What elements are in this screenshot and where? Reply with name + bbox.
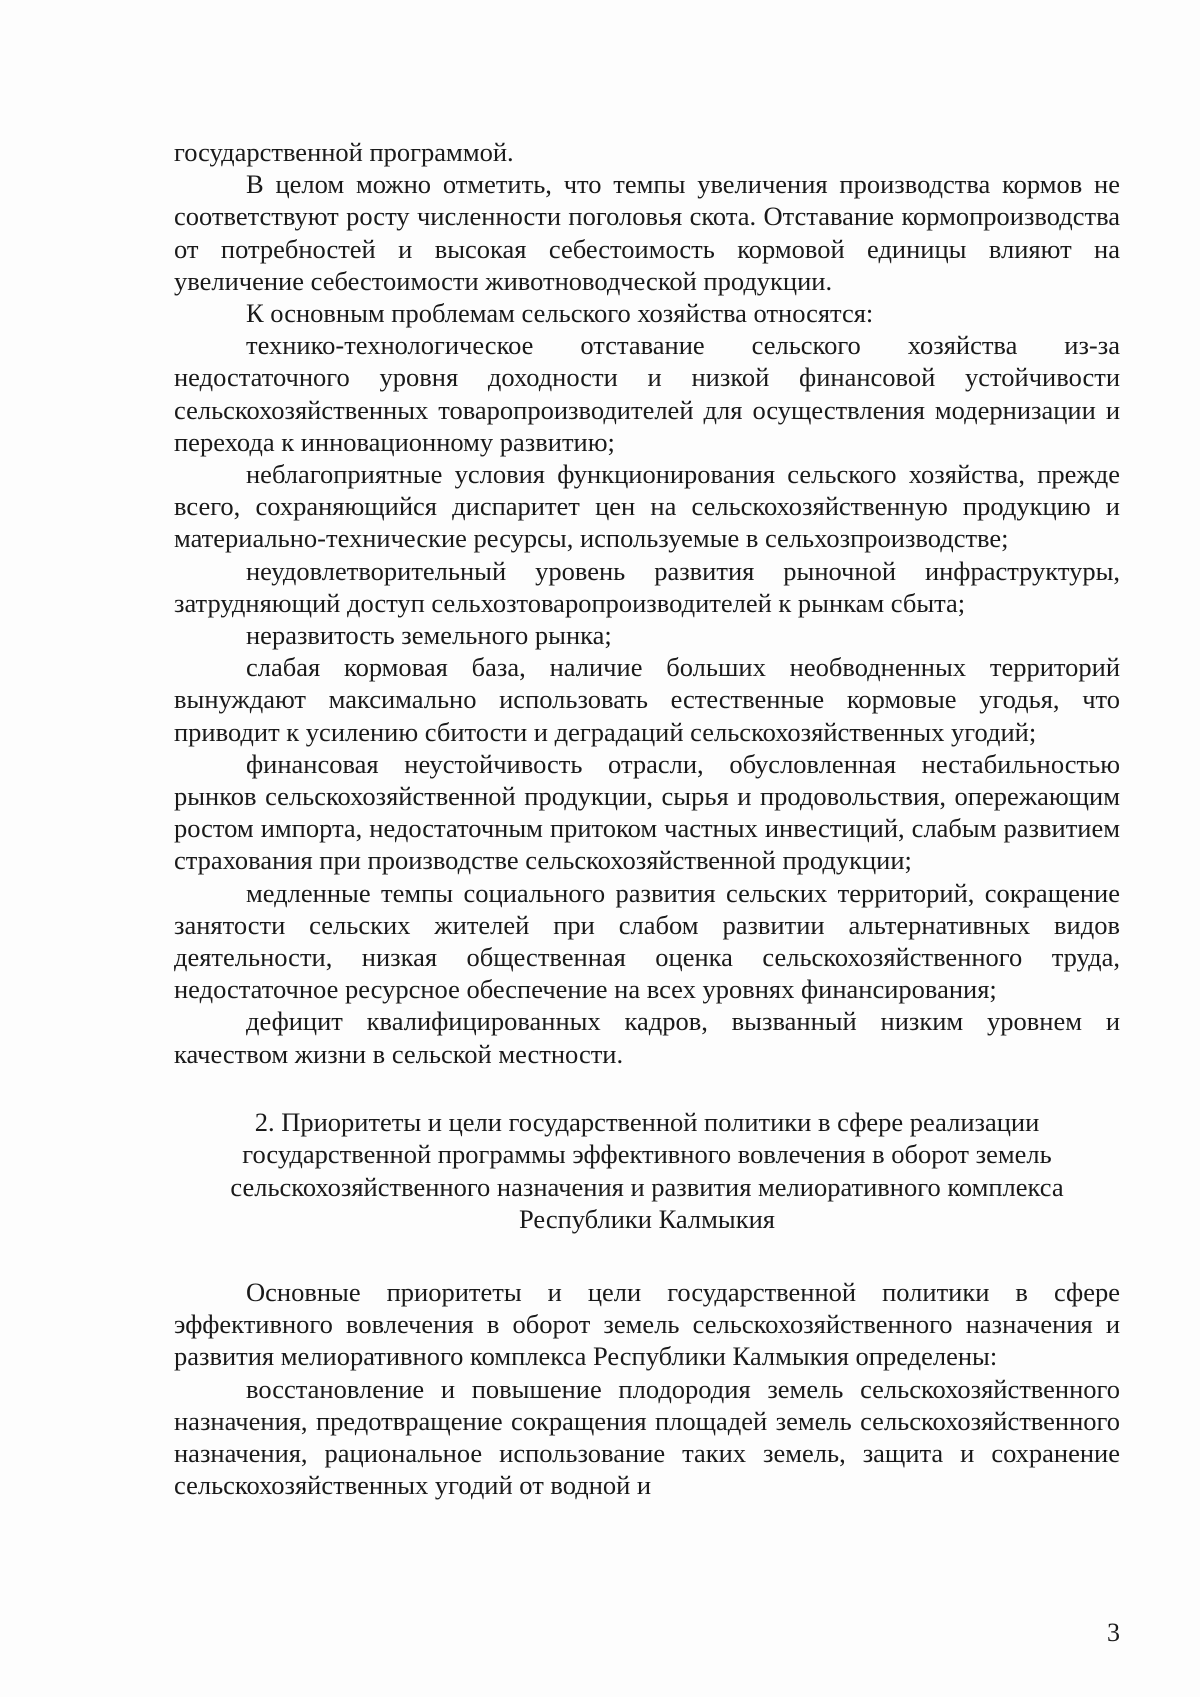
list-item-unfavorable-conditions: неблагоприятные условия функционирования сельского хозяйства, прежде всего, сохраняющийся диспаритет цен на сельскохозяйственную продукцию и материально-технические ресурсы, используемые в сельхозпроизводстве;: [174, 459, 1120, 554]
list-item-financial-instability: финансовая неустойчивость отрасли, обусловленная нестабильностью рынков сельскохозяйственной продукции, сырья и продовольствия, опережающим ростом импорта, недостаточным притоком частных инвестиций, слабым развитием страхования при производстве сельскохозяйственной продукции;: [174, 748, 1120, 876]
paragraph-feed-production: В целом можно отметить, что темпы увеличения производства кормов не соответствуют росту численности поголовья скота. Отставание кормопроизводства от потребностей и высокая себестоимость кормовой единицы влияют на увеличение себестоимости животноводческой продукции.: [174, 169, 1120, 296]
paragraph-main-problems-intro: К основным проблемам сельского хозяйства относятся:: [246, 298, 874, 329]
list-item-social-development: медленные темпы социального развития сельских территорий, сокращение занятости сельских жителей при слабом развитии альтернативных видов деятельности, низкая общественная оценка сельскохозяйственного труда, недостаточное ресурсное обеспечение на всех уровнях финансирования;: [174, 877, 1120, 1005]
list-item-market-infrastructure: неудовлетворительный уровень развития рыночной инфраструктуры, затрудняющий доступ сельхозтоваропроизводителей к рынкам сбыта;: [174, 555, 1120, 618]
paragraph-priorities: Основные приоритеты и цели государственной политики в сфере эффективного вовлечения в оборот земель сельскохозяйственного назначения и развития мелиоративного комплекса Республики Калмыкия определены:: [174, 1276, 1120, 1372]
list-item-feed-base: слабая кормовая база, наличие больших необводненных территорий вынуждают максимально использовать естественные кормовые угодья, что приводит к усилению сбитости и деградаций сельскохозяйственных угодий;: [174, 652, 1120, 747]
document-body: [174, 136, 1120, 1501]
list-item-land-market: неразвитость земельного рынка;: [246, 620, 612, 651]
list-item-technological-lag: технико-технологическое отставание сельского хозяйства из-за недостаточного уровня доходности и низкой финансовой устойчивости сельскохозяйственных товаропроизводителей для осуществления модернизации и перехода к инновационному развитию;: [174, 330, 1120, 457]
list-item-personnel-deficit: дефицит квалифицированных кадров, вызванный низким уровнем и качеством жизни в сельской местности.: [174, 1006, 1120, 1069]
page-number: 3: [1107, 1618, 1120, 1647]
list-item-land-restoration: восстановление и повышение плодородия земель сельскохозяйственного назначения, предотвращение сокращения площадей земель сельскохозяйственного назначения, рациональное использование таких земель, защита и сохранение сельскохозяйственных угодий от водной и: [174, 1373, 1120, 1501]
paragraph-continuation: государственной программой.: [174, 137, 514, 167]
section-heading: 2. Приоритеты и цели государственной политики в сфере реализации государственной программы эффективного вовлечения в оборот земель сельскохозяйственного назначения и развития мелиоративного комплекса Республики Калмыкия: [230, 1106, 1064, 1235]
